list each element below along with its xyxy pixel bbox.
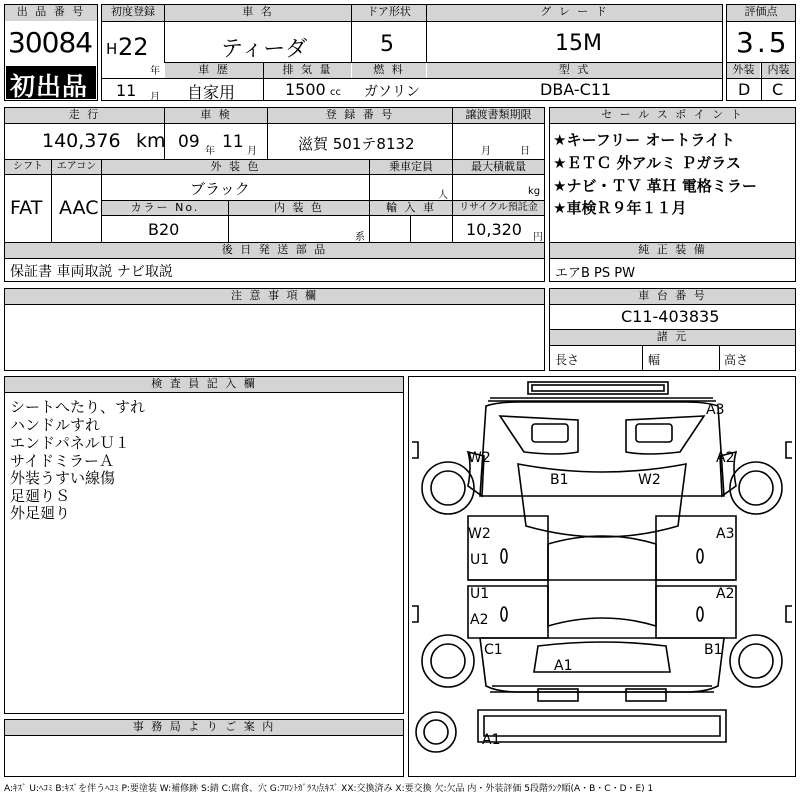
specs-label: 諸 元 bbox=[550, 330, 795, 345]
inspection-label: 車 検 bbox=[165, 108, 267, 123]
inspector-line: 足廻りＳ bbox=[10, 487, 71, 505]
ac-label: エアコン bbox=[52, 160, 101, 174]
office-label: 事 務 局 よ り ご 案 内 bbox=[5, 720, 403, 735]
inspector-line: エンドパネルＵ１ bbox=[10, 434, 130, 452]
history-value: 自家用 bbox=[187, 83, 236, 102]
load-label: 最大積載量 bbox=[453, 160, 544, 174]
recycle-label: リサイクル預託金 bbox=[453, 201, 544, 215]
displacement-value: 1500 bbox=[285, 80, 326, 99]
equip-label: 純 正 装 備 bbox=[550, 243, 795, 258]
car-name: ティーダ bbox=[221, 37, 308, 62]
color-no-value: B20 bbox=[148, 220, 180, 239]
parts-label: 後 日 発 送 部 品 bbox=[5, 243, 544, 258]
reg-year-unit: 年 bbox=[150, 66, 160, 77]
door-label: ドア形状 bbox=[352, 5, 426, 21]
damage-mark: W2 bbox=[468, 450, 491, 466]
damage-mark: A1 bbox=[554, 658, 573, 674]
interior-unit: 系 bbox=[355, 232, 365, 243]
reg-month: 11 bbox=[116, 81, 137, 100]
displacement-label: 排 気 量 bbox=[264, 63, 351, 78]
parts-value: 保証書 車両取説 ナビ取説 bbox=[10, 264, 173, 280]
insp-month: 11 bbox=[222, 132, 244, 152]
damage-mark: A3 bbox=[706, 402, 725, 418]
chassis-label: 車 台 番 号 bbox=[550, 289, 795, 304]
sales-line: ★ナビ・ＴＶ 革Ｈ 電格ミラー bbox=[553, 177, 757, 195]
inspector-line: 外足廻り bbox=[10, 504, 71, 522]
ac-value: AAC bbox=[59, 197, 99, 219]
shift-value: FAT bbox=[10, 197, 43, 219]
first-listing-label: 初出品 bbox=[10, 72, 89, 101]
capacity-label: 乗車定員 bbox=[370, 160, 452, 174]
mileage-label: 走 行 bbox=[5, 108, 164, 123]
damage-mark: A1 bbox=[482, 732, 501, 748]
recycle-unit: 円 bbox=[533, 232, 543, 243]
spec-length: 長さ bbox=[555, 353, 580, 367]
recycle-value: 10,320 bbox=[466, 220, 522, 239]
color-no-label: カラー No. bbox=[102, 201, 228, 215]
sales-line: ★キーフリー オートライト bbox=[553, 131, 735, 149]
reg-month-unit: 月 bbox=[150, 92, 160, 103]
displacement-unit: cc bbox=[330, 87, 341, 98]
inspector-label: 検 査 員 記 入 欄 bbox=[5, 377, 403, 392]
transfer-label: 譲渡書類期限 bbox=[453, 108, 544, 123]
damage-mark: B1 bbox=[704, 642, 723, 658]
import-label: 輸 入 車 bbox=[370, 201, 452, 215]
score-value: 3.5 bbox=[736, 26, 790, 59]
color-label: 外 装 色 bbox=[102, 160, 369, 174]
color-value: ブラック bbox=[190, 180, 250, 198]
car-diagram bbox=[408, 376, 796, 777]
int-score: C bbox=[772, 80, 784, 99]
inspector-line: サイドミラーＡ bbox=[10, 452, 114, 470]
fuel-value: ガソリン bbox=[364, 84, 420, 100]
score-label: 評価点 bbox=[727, 5, 795, 21]
damage-mark: A2 bbox=[716, 450, 735, 466]
insp-year-unit: 年 bbox=[205, 146, 215, 157]
history-label: 車 歴 bbox=[165, 63, 263, 78]
reg-era: H bbox=[106, 40, 118, 58]
legend: A:ｷｽﾞ U:ﾍｺﾐ B:ｷｽﾞを伴うﾍｺﾐ P:要塗装 W:補修跡 S:錆 C:腐食、穴 G:ﾌﾛﾝﾄｶﾞﾗｽ点ｷｽﾞ XX:交換済み X:要交換 欠:欠品 内・外装評価 5段階ﾗﾝｸ順(A・B・C・D・E) 1 bbox=[4, 784, 654, 794]
shift-label: シフト bbox=[5, 160, 51, 174]
chassis-number: C11-403835 bbox=[621, 307, 720, 326]
lot-label: 出 品 番 号 bbox=[5, 5, 97, 21]
plate-value: 滋賀 501テ8132 bbox=[298, 135, 415, 153]
inspector-line: 外装うすい線傷 bbox=[10, 469, 116, 487]
interior-label: 内 装 色 bbox=[229, 201, 369, 215]
fuel-label: 燃 料 bbox=[352, 63, 426, 78]
damage-mark: W2 bbox=[468, 526, 491, 542]
grade-label: グ レ ー ド bbox=[427, 5, 722, 21]
ext-score: D bbox=[738, 80, 751, 99]
damage-mark: A2 bbox=[716, 586, 735, 602]
insp-month-unit: 月 bbox=[247, 146, 257, 157]
insp-year: 09 bbox=[178, 132, 200, 152]
door-count: 5 bbox=[380, 32, 394, 57]
plate-label: 登 録 番 号 bbox=[268, 108, 452, 123]
reg-label: 初度登録 bbox=[102, 5, 164, 21]
ext-score-label: 外装 bbox=[727, 63, 760, 78]
model-label: 型 式 bbox=[427, 63, 722, 78]
load-unit: kg bbox=[528, 186, 541, 197]
model-value: DBA-C11 bbox=[540, 80, 612, 99]
sales-line: ★車検Ｒ９年１１月 bbox=[553, 199, 687, 217]
sales-label: セ ー ル ス ポ イ ン ト bbox=[550, 108, 795, 123]
capacity-unit: 人 bbox=[438, 190, 448, 201]
int-score-label: 内装 bbox=[762, 63, 795, 78]
sales-line: ★ＥＴＣ 外アルミ Ｐガラス bbox=[553, 154, 741, 172]
inspector-line: シートへたり、すれ bbox=[10, 398, 146, 416]
inspector-line: ハンドルすれ bbox=[10, 416, 101, 434]
damage-mark: W2 bbox=[638, 472, 661, 488]
reg-year: 22 bbox=[118, 33, 149, 61]
damage-mark: C1 bbox=[484, 642, 503, 658]
notes-label: 注 意 事 項 欄 bbox=[5, 289, 544, 304]
spec-height: 高さ bbox=[724, 353, 749, 367]
damage-mark: A3 bbox=[716, 526, 735, 542]
transfer-day-unit: 日 bbox=[520, 146, 530, 157]
damage-mark: U1 bbox=[470, 552, 490, 568]
damage-mark: U1 bbox=[470, 586, 490, 602]
damage-mark: B1 bbox=[550, 472, 569, 488]
grade-value: 15M bbox=[555, 31, 602, 56]
mileage-value: 140,376 bbox=[42, 130, 121, 152]
damage-mark: A2 bbox=[470, 612, 489, 628]
equip-value: エアB PS PW bbox=[555, 266, 635, 281]
mileage-unit: km bbox=[136, 130, 166, 152]
transfer-month-unit: 月 bbox=[481, 146, 491, 157]
car-name-label: 車 名 bbox=[165, 5, 351, 21]
spec-width: 幅 bbox=[648, 353, 661, 367]
lot-number: 30084 bbox=[8, 26, 93, 59]
